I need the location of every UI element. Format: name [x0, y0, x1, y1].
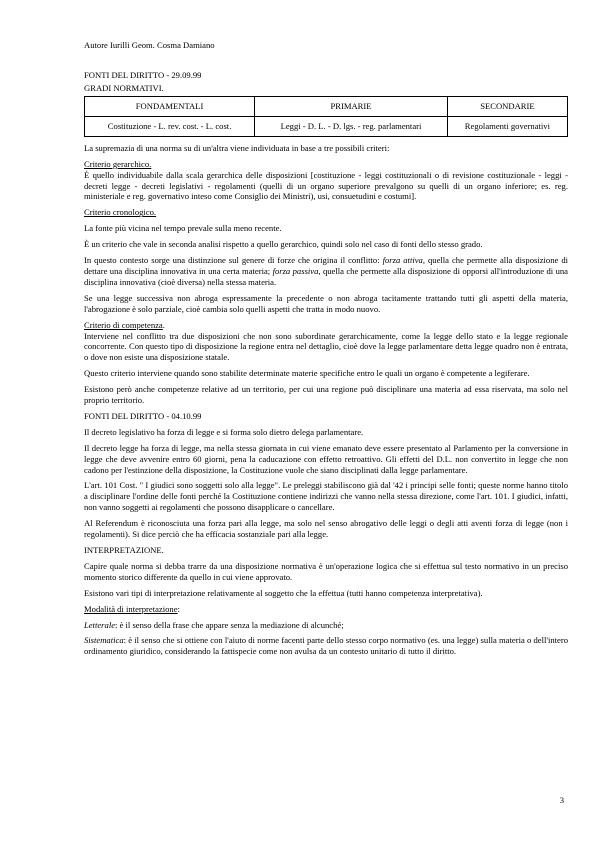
paragraph: Esistono però anche competenze relative ad un territorio, per cui una regione può disciplinare una materia ad essa riservata, ma solo nel proprio territorio.	[84, 384, 568, 406]
section-title-interpretazione: INTERPRETAZIONE.	[84, 545, 164, 555]
table-header-cell: FONDAMENTALI	[85, 96, 255, 116]
table-header-row	[85, 96, 568, 116]
paragraph: Il decreto legge ha forza di legge, ma nella stessa giornata in cui viene emanato deve essere presentato al Parlamento per la conversione in legge che deve avvenire entro 60 giorni, pena la caducazione con effetto retroattivo. Gli effetti del D.L. non convertito in legge che non cadono per l'estinzione della disposizione, la Costituzione vuole che siano disciplinati dalla legge parlamentare.	[84, 442, 568, 475]
heading-cronologico-line	[84, 207, 568, 218]
heading-competenza: Criterio di competenza	[84, 319, 163, 330]
letterale-paragraph	[84, 620, 568, 631]
paragraph: Esistono vari tipi di interpretazione relativamente al soggetto che la effettua (tutti hanno competenza interpretativa).	[84, 587, 483, 598]
paragraph: Questo criterio interviene quando sono stabilite determinate materie specifiche entro le quali un organo è competente a legiferare.	[84, 368, 530, 379]
sistematica-paragraph	[84, 635, 568, 657]
term-forza-attiva: forza attiva	[382, 255, 423, 266]
paragraph: L'art. 101 Cost. " I giudici sono soggetti solo alla legge". Le preleggi stabiliscono già dal '42 i principi selle fonti; queste norme hanno titolo a disciplinare l'ordine delle fonti perché la Costituzione contiene indirizzi che vanno nella stessa direzione, come l'art. 101. I giudici, infatti, non vanno soggetti ai regolamenti che possono disapplicare o cancellare.	[84, 480, 568, 513]
table-row	[85, 116, 568, 136]
table-cell: Leggi - D. L. - D. lgs. - reg. parlamentari	[255, 116, 448, 136]
text-span: In questo contesto sorge una distinzione sul genere di forze che origina il conflitto:	[84, 255, 383, 266]
paragraph-supremazia: La supremazia di una norma su di un'altra viene individuata in base a tre possibili criteri:	[84, 142, 390, 153]
table-header-cell: SECONDARIE	[447, 96, 567, 116]
paragraph: Capire quale norma si debba trarre da una disposizione normativa è un'operazione logica che si effettua sul testo normativo in un preciso momento storico differente da quello in cui viene approvato.	[84, 560, 568, 582]
colon: :	[177, 603, 180, 614]
criterio-gerarchico	[84, 159, 568, 203]
text-competenza: Interviene nel conflitto tra due disposizioni che non sono subordinate gerarchicamente, come la legge dello stato e la legge regionale concorrente. Con questo tipo di disposizione la regione entra nel dettaglio, cioè dove la legge parlamentare detta legge quadro non è entrata, o dove non esiste una disposizione statale.	[84, 330, 568, 363]
section-title-1: FONTI DEL DIRITTO - 29.09.99	[84, 70, 202, 80]
text-letterale: : è il senso della frase che appare senza la mediazione di alcunché;	[115, 619, 344, 630]
modalita-heading-line	[84, 604, 568, 615]
term-forza-passiva: forza passiva	[272, 265, 319, 276]
paragraph: Se una legge successiva non abroga espressamente la precedente o non abroga tacitamente trattando tutti gli aspetti della materia, l'abrogazione è solo parziale, cioè cambia solo quelli aspetti che tratta in modo nuovo.	[84, 292, 568, 314]
normative-grades-table	[84, 96, 568, 137]
paragraph: Al Referendum è riconosciuta una forza pari alla legge, ma solo nel senso abrogativo delle leggi o degli atti aventi forza di legge (non i regolamenti). Si dice perciò che ha efficacia sostanziale pari alla legge.	[84, 518, 568, 540]
section-title-2: FONTI DEL DIRITTO - 04.10.99	[84, 410, 202, 421]
text-span: , quella che permette alla disposizione di opporsi all'introduzione di una disciplina innovativa (cioè diversa) nella stessa materia.	[84, 265, 568, 287]
paragraph: La fonte più vicina nel tempo prevale sulla meno recente.	[84, 223, 282, 234]
table-header-cell: PRIMARIE	[255, 96, 448, 116]
section-subtitle-gradi: GRADI NORMATIVI.	[84, 82, 164, 93]
document-body	[84, 70, 568, 662]
paragraph: È un criterio che vale in seconda analisi rispetto a quello gerarchico, quindi solo nel caso di fonti dello stesso grado.	[84, 239, 483, 250]
table-cell: Regolamenti governativi	[447, 116, 567, 136]
heading-cronologico: Criterio cronologico.	[84, 207, 157, 218]
table-cell: Costituzione - L. rev. cost. - L. cost.	[85, 116, 255, 136]
term-letterale: Letterale	[84, 619, 116, 630]
text-gerarchico: È quello individuabile dalla scala gerarchica delle disposizioni [costituzione - leggi costituzionali o di revisione costituzionale - leggi - decreti legge - decreti legislativi - regolamenti (quelli di un organo superiore prevalgono su quelli di un organo inferiore; es. reg. ministeriale e reg. governativo inteso come Consiglio dei Ministri), usi, consuetudini e costumi].	[84, 169, 568, 202]
heading-gerarchico: Criterio gerarchico.	[84, 158, 152, 169]
text-span: , quella che permette alla disposizione di dettare una disciplina innovativa in una certa materia;	[84, 255, 569, 276]
term-sistematica: Sistematica	[84, 635, 124, 646]
criterio-competenza: Criterio di competenza. Interviene nel conflitto tra due disposizioni che non sono subordinate gerarchicamente, come la legge dello stato e la legge regionale concorrente. Con questo tipo di disposizione la regione entra nel dettaglio, cioè dove la legge parlamentare detta legge quadro non è entrata, o dove non esiste una disposizione statale.	[84, 319, 568, 363]
page-number: 3	[559, 795, 564, 805]
text-sistematica: : è il senso che si ottiene con l'aiuto di norme facenti parte dello stesso corpo normativo (es. una legge) sulla materia o dell'intero ordinamento giuridico, considerando la fattispecie come non avulsa da un contesto unitario di tutto il diritto.	[84, 635, 568, 657]
paragraph-forze	[84, 255, 568, 288]
author-header: Autore Iurilli Geom. Cosma Damiano	[84, 40, 215, 50]
paragraph: Il decreto legislativo ha forza di legge e si forma solo dietro delega parlamentare.	[84, 426, 364, 437]
heading-modalita: Modalità di interpretazione	[84, 603, 178, 614]
